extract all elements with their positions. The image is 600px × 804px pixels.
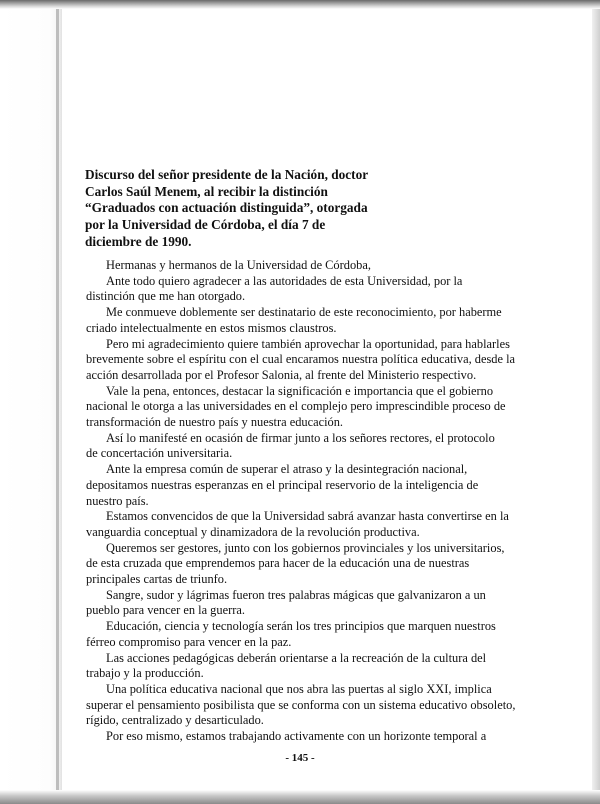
text-line: Hermanas y hermanos de la Universidad de Córdoba,	[106, 258, 371, 272]
paragraph	[86, 682, 518, 729]
text-line: Sangre, sudor y lágrimas fueron tres palabras mágicas que galvanizaron a un	[106, 587, 486, 602]
heading-line: “Graduados con actuación distinguida”, otorgada	[85, 200, 368, 216]
text-line: Me conmueve doblemente ser destinatario de este reconocimiento, por haberme	[106, 305, 502, 320]
text-line: principales cartas de triunfo.	[86, 572, 228, 587]
scan-margin-left	[0, 0, 62, 804]
paragraph	[86, 431, 518, 462]
heading-line: Carlos Saúl Menem, al recibir la distinción	[85, 183, 328, 199]
paragraph	[86, 509, 518, 540]
text-line: Ante la empresa común de superar el atraso y la desintegración nacional,	[106, 462, 468, 477]
scan-edge-bottom	[0, 790, 600, 804]
text-line: Ante todo quiero agradecer a las autoridades de esta Universidad, por la	[106, 273, 463, 288]
paragraph	[86, 651, 518, 682]
text-line: nacional le otorga a las universidades en el complejo pero imprescindible proceso de	[86, 399, 506, 414]
heading-line: Discurso del señor presidente de la Nación, doctor	[85, 167, 369, 182]
paragraph	[86, 541, 518, 588]
paragraph	[86, 305, 518, 336]
text-line: rígido, centralizado y desarticulado.	[86, 713, 264, 728]
page-number: - 145 -	[285, 752, 315, 764]
text-line: pueblo para vencer en la guerra.	[86, 603, 245, 618]
text-line: Pero mi agradecimiento quiere también aprovechar la oportunidad, para hablarles	[106, 336, 510, 351]
text-line: Educación, ciencia y tecnología serán los tres principios que marquen nuestros	[106, 619, 496, 634]
text-line: brevemente sobre el espíritu con el cual encaramos nuestra política educativa, desde la	[86, 352, 516, 367]
text-line: transformación de nuestro país y nuestra educación.	[86, 415, 344, 430]
text-line: Queremos ser gestores, junto con los gobiernos provinciales y los universitarios,	[106, 540, 505, 555]
paragraph	[86, 337, 518, 384]
speech-heading	[85, 167, 385, 251]
text-line: acción desarrollada por el Profesor Salonia, al frente del Ministerio respectivo.	[86, 367, 477, 382]
text-line: superar el pensamiento posibilista que se conforma con un sistema educativo obsoleto,	[86, 697, 516, 712]
page-binding-edge	[56, 0, 59, 804]
text-line: distinción que me han otorgado.	[86, 289, 246, 304]
paragraph	[86, 462, 518, 509]
speech-body	[86, 258, 518, 745]
text-line: Por eso mismo, estamos trabajando activamente con un horizonte temporal a	[106, 729, 487, 744]
paragraph	[86, 588, 518, 619]
heading-line: diciembre de 1990.	[85, 233, 192, 249]
text-line: Estamos convencidos de que la Universidad sabrá avanzar hasta convertirse en la	[106, 509, 509, 524]
text-line: de esta cruzada que emprendemos para hacer de la educación una de nuestras	[86, 556, 470, 571]
text-line: nuestro país.	[86, 493, 149, 508]
paragraph	[86, 274, 518, 305]
text-line: Vale la pena, entonces, destacar la significación e importancia que el gobierno	[106, 383, 494, 398]
paragraph-salutation	[86, 258, 518, 274]
text-line: Una política educativa nacional que nos abra las puertas al siglo XXI, implica	[106, 681, 492, 696]
text-line: férreo compromiso para vencer en la paz.	[86, 634, 292, 649]
paragraph	[86, 729, 518, 745]
text-line: vanguardia conceptual y dinamizadora de la revolución productiva.	[86, 524, 420, 539]
text-line: criado intelectualmente en estos mismos claustros.	[86, 320, 337, 335]
heading-line: por la Universidad de Córdoba, el día 7 de	[85, 217, 326, 233]
text-line: Así lo manifesté en ocasión de firmar junto a los señores rectores, el protocolo	[106, 430, 495, 445]
text-line: de concertación universitaria.	[86, 446, 233, 461]
paragraph	[86, 619, 518, 650]
text-line: Las acciones pedagógicas deberán orientarse a la recreación de la cultura del	[106, 650, 487, 665]
text-line: trabajo y la producción.	[86, 666, 204, 681]
text-line: depositamos nuestras esperanzas en el principal reservorio de la inteligencia de	[86, 477, 479, 492]
paragraph	[86, 384, 518, 431]
scan-edge-top	[0, 0, 600, 9]
scan-margin-right	[592, 0, 600, 804]
